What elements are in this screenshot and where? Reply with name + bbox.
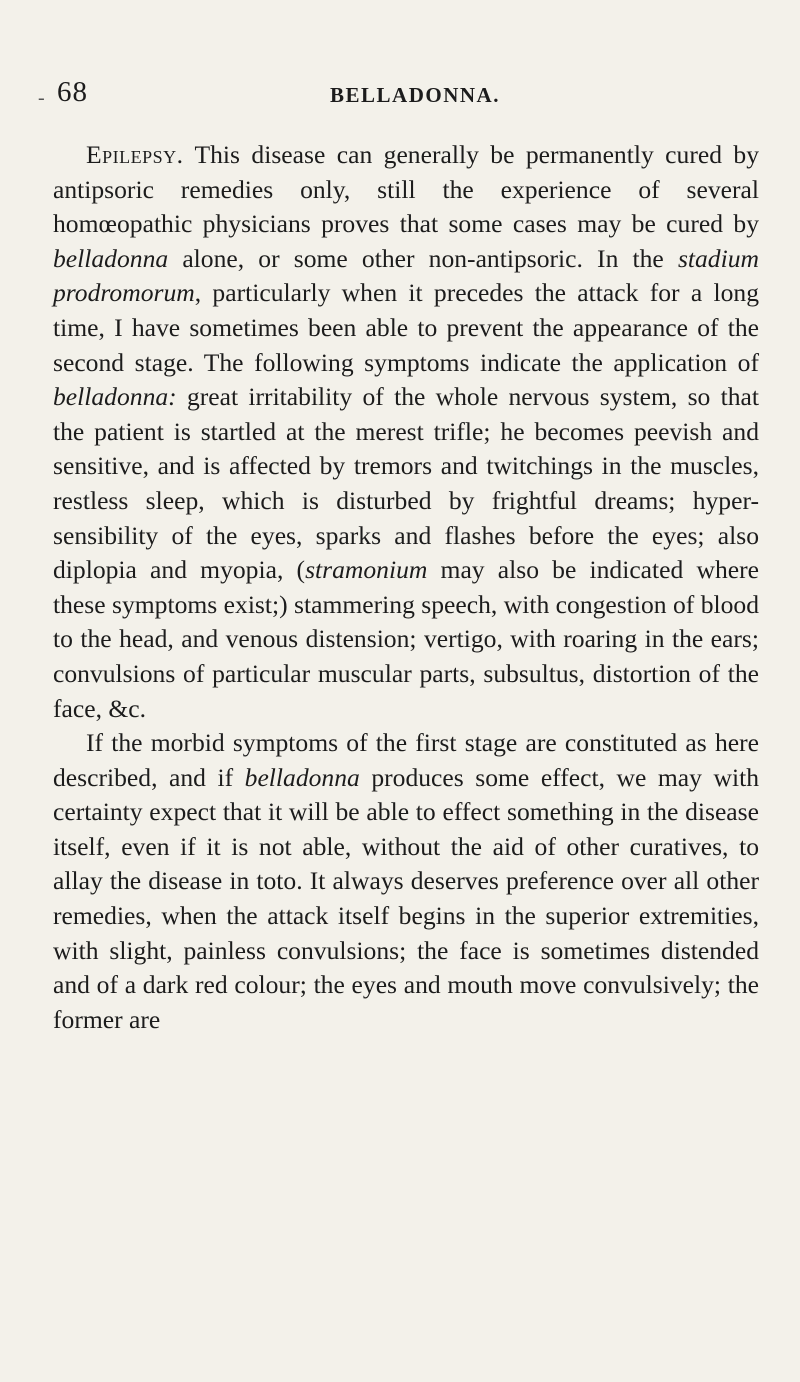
- margin-mark: -: [38, 87, 45, 109]
- text-run: alone, or some other non-antipsoric. In the: [168, 243, 678, 273]
- page-number: 68: [57, 76, 88, 108]
- text-run: great irritability of the whole nervous system, so that the patient is startled at the merest trifle; he becomes peevish and sensitive, and is affected by tremors and twitchings in the muscles, restless sleep, which is disturbed by frightful dreams; hyper-sensibility of the eyes, sparks and flashes before the eyes; also diplopia and myopia, (: [53, 382, 759, 585]
- text-run: If the morbid symptoms of the first stage are constituted as here described, and if: [53, 728, 759, 792]
- text-run: may also be indicated where these symptoms exist;) stammering speech, with congestion of blood to the head, and venous distension; vertigo, with roaring in the ears; convulsions of particular muscular parts, subsultus, distortion of the face, &c.: [53, 555, 760, 723]
- italic-term: belladonna: [244, 762, 360, 792]
- body-text: [53, 138, 759, 1037]
- paragraph-epilepsy: [53, 138, 759, 726]
- text-run: produces some effect, we may with certainty expect that it will be able to effect something in the disease itself, even if it is not able, without the aid of other curatives, to allay the disease in toto. It always deserves preference over all other remedies, when the attack itself begins in the superior extremities, with slight, painless convulsions; the face is sometimes distended and of a dark red colour; the eyes and mouth move convulsively; the former are: [53, 762, 759, 1034]
- italic-term: belladonna: [53, 243, 169, 273]
- italic-term: stramonium: [305, 555, 428, 585]
- running-head: BELLADONNA.: [330, 83, 500, 107]
- italic-term: belladonna:: [53, 382, 177, 412]
- text-run: This disease can generally be permanently cured by antipsoric remedies only, still the experience of several homœopathic physicians proves that some cases may be cured by: [53, 140, 759, 239]
- section-lead: Epilepsy.: [86, 140, 184, 169]
- page-header: [0, 76, 800, 116]
- text-run: , particularly when it precedes the attack for a long time, I have sometimes been able to prevent the appearance of the second stage. The following symptoms indicate the application of: [53, 278, 759, 377]
- italic-term: stadium prodromorum: [53, 243, 759, 308]
- paragraph-morbid-symptoms: [53, 726, 759, 1037]
